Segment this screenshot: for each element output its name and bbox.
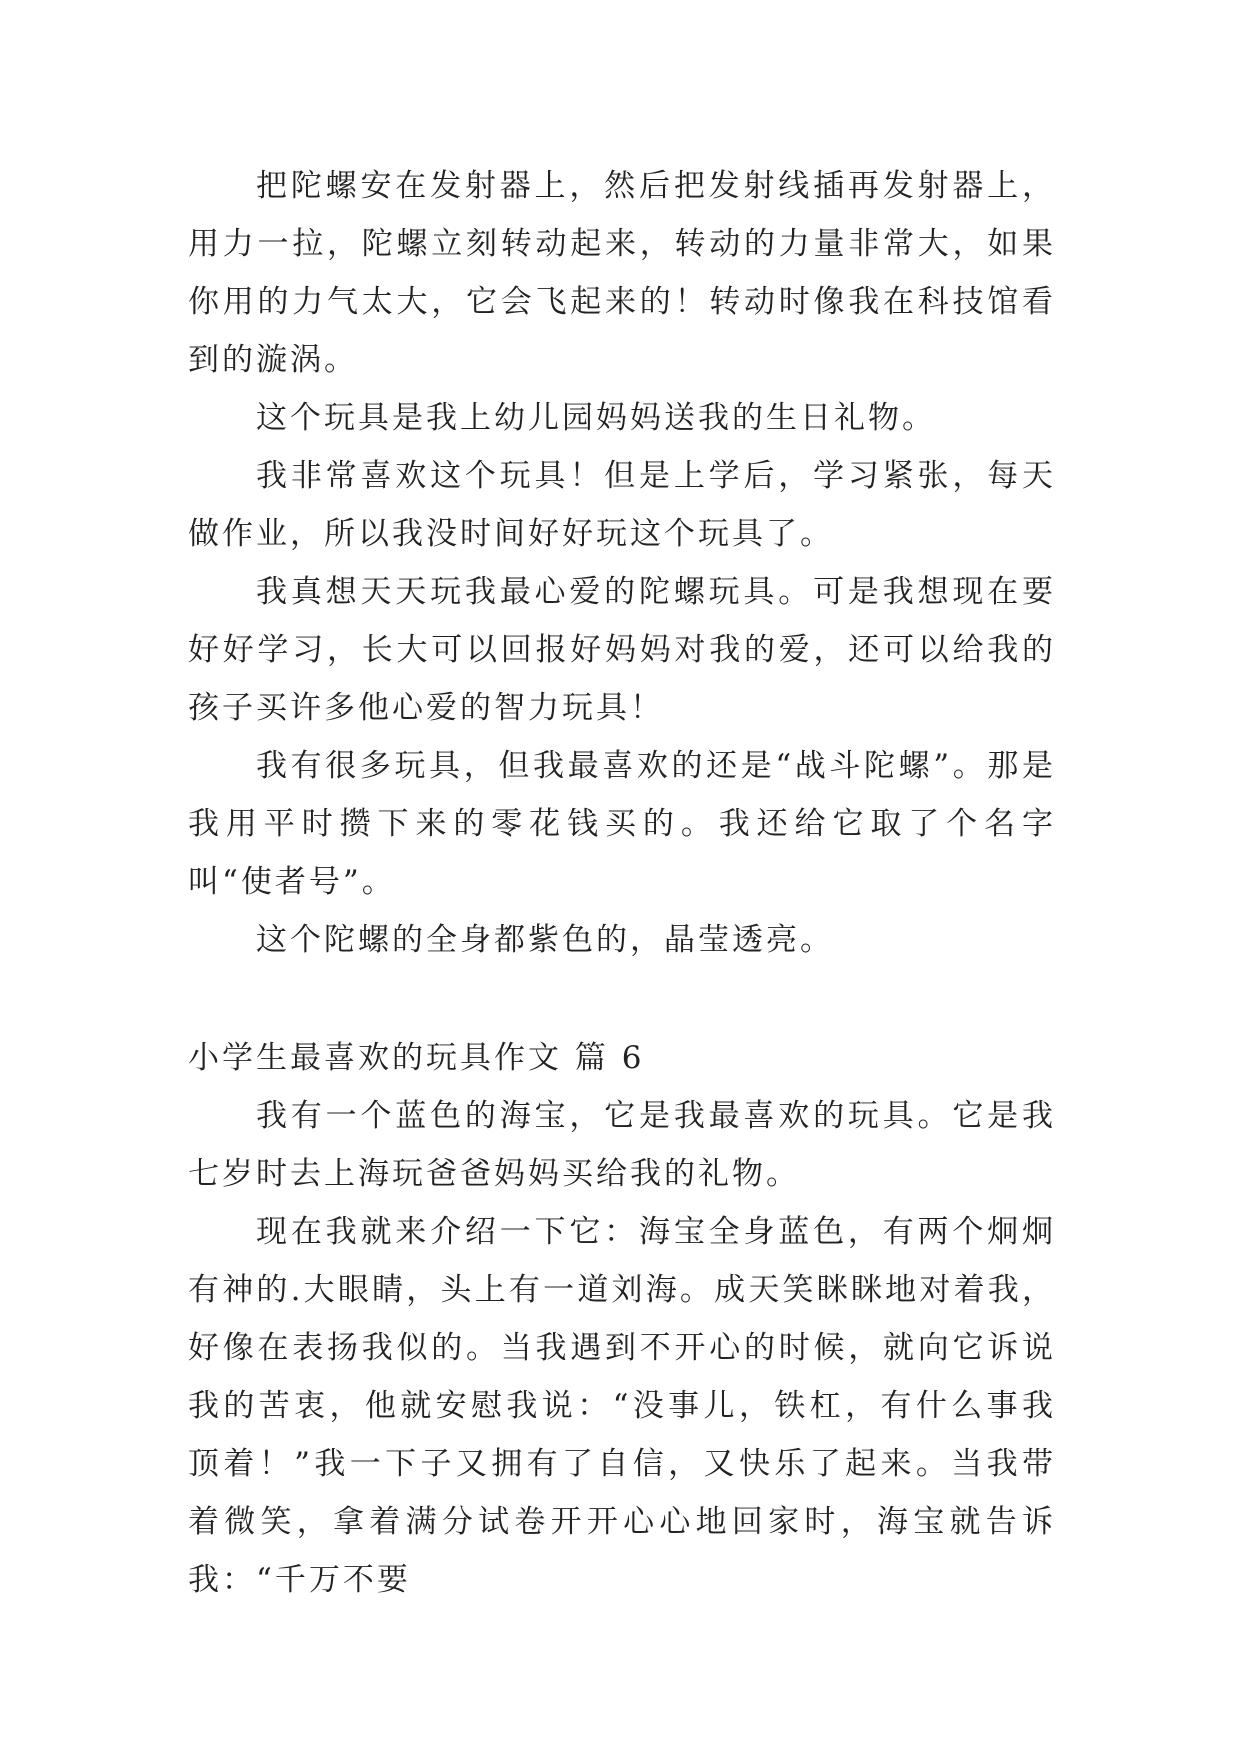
paragraph: 我有很多玩具，但我最喜欢的还是“战斗陀螺”。那是我用平时攒下来的零花钱买的。我还给它取了个名字叫“使者号”。	[188, 748, 1056, 900]
document-body	[188, 157, 1056, 1609]
paragraph: 现在我就来介绍一下它：海宝全身蓝色，有两个炯炯有神的.大眼睛，头上有一道刘海。成天笑眯眯地对着我，好像在表扬我似的。当我遇到不开心的时候，就向它诉说我的苦衷，他就安慰我说：“没事儿，铁杠，有什么事我顶着！”我一下子又拥有了自信，又快乐了起来。当我带着微笑，拿着满分试卷开开心心地回家时，海宝就告诉我：“千万不要	[188, 1214, 1056, 1598]
paragraph: 我真想天天玩我最心爱的陀螺玩具。可是我想现在要好好学习，长大可以回报好妈妈对我的爱，还可以给我的孩子买许多他心爱的智力玩具！	[188, 574, 1056, 726]
paragraph: 这个陀螺的全身都紫色的，晶莹透亮。	[256, 922, 834, 958]
paragraph: 把陀螺安在发射器上，然后把发射线插再发射器上，用力一拉，陀螺立刻转动起来，转动的力量非常大，如果你用的力气太大，它会飞起来的！转动时像我在科技馆看到的漩涡。	[188, 168, 1056, 378]
paragraph: 我有一个蓝色的海宝，它是我最喜欢的玩具。它是我七岁时去上海玩爸爸妈妈买给我的礼物。	[188, 1098, 1056, 1192]
paragraph: 这个玩具是我上幼儿园妈妈送我的生日礼物。	[256, 400, 936, 436]
section-heading: 小学生最喜欢的玩具作文 篇 6	[188, 1040, 645, 1076]
paragraph: 我非常喜欢这个玩具！但是上学后，学习紧张，每天做作业，所以我没时间好好玩这个玩具了。	[188, 458, 1056, 552]
